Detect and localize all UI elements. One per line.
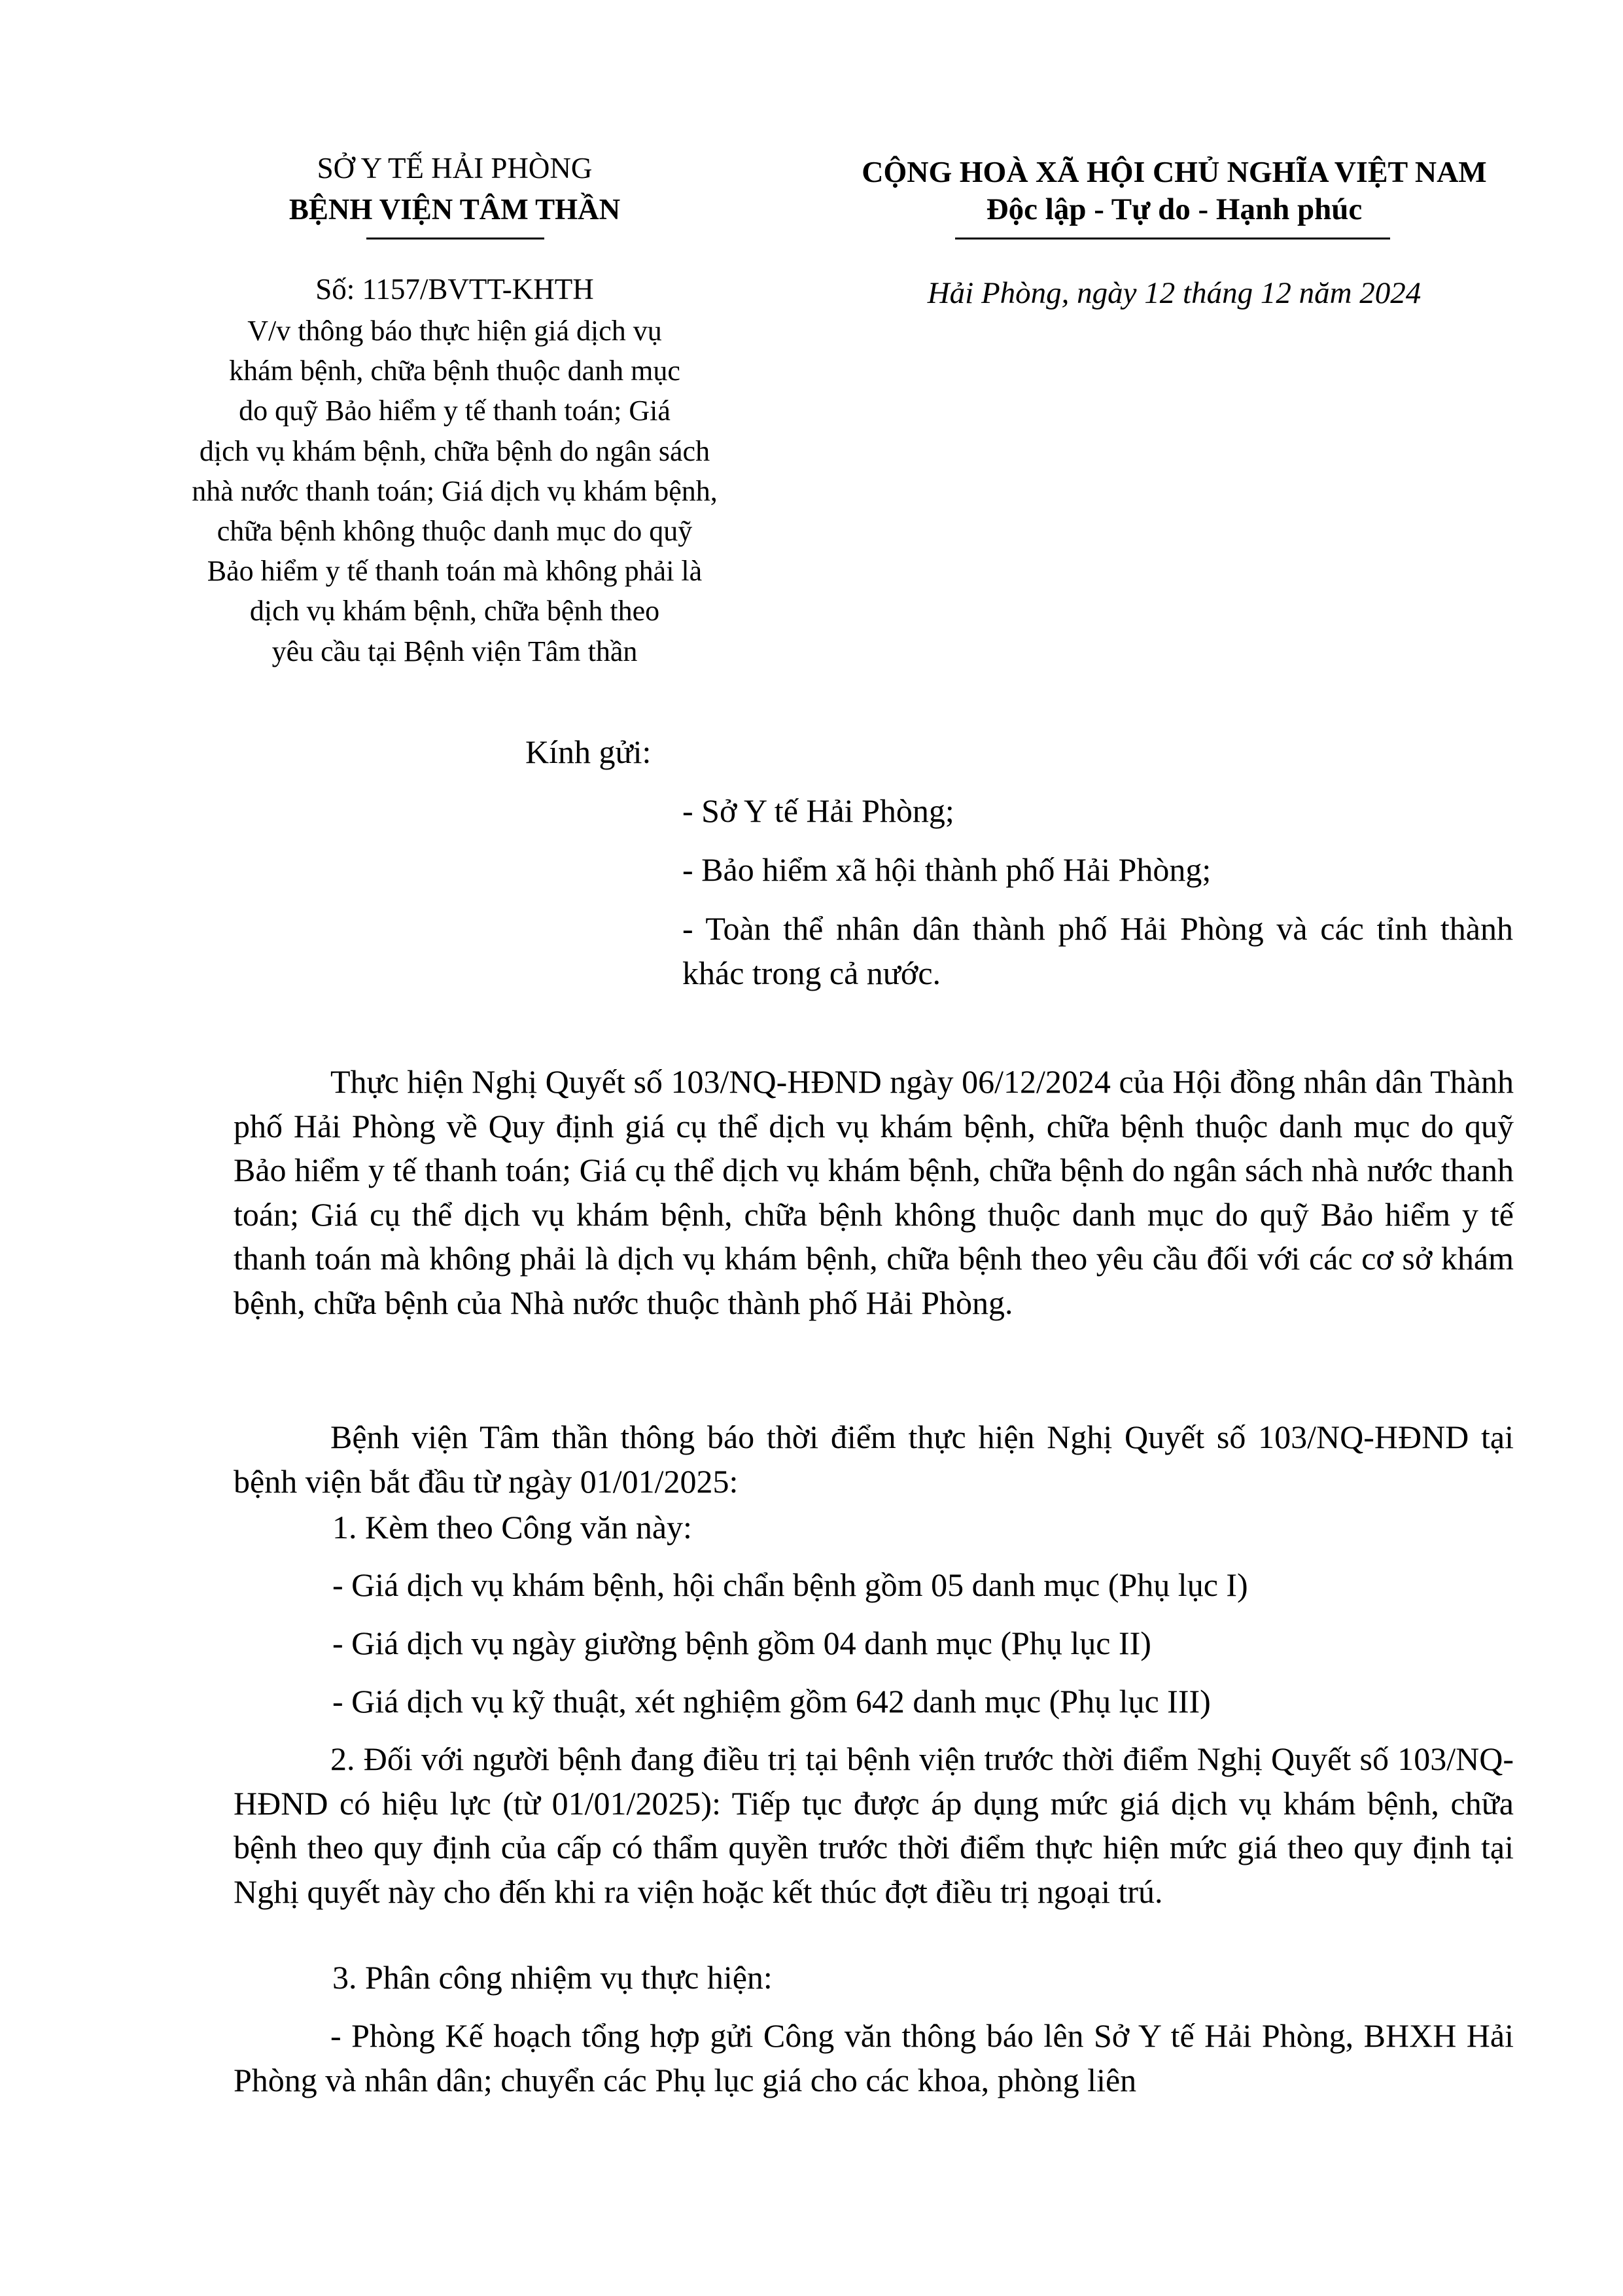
agency-underline — [366, 238, 544, 239]
recipients-label: Kính gửi: — [525, 733, 652, 770]
item-2-paragraph — [234, 1737, 1514, 1914]
place-date: Hải Phòng, ngày 12 tháng 12 năm 2024 — [927, 276, 1422, 310]
subject-line: chữa bệnh không thuộc danh mục do quỹ — [217, 515, 693, 548]
paragraph-text: Bệnh viện Tâm thần thông báo thời điểm thực hiện Nghị Quyết số 103/NQ-HĐND tại bệnh viện bắt đầu từ ngày 01/01/2025: — [234, 1419, 1514, 1500]
subject-line: dịch vụ khám bệnh, chữa bệnh theo — [249, 595, 660, 627]
motto-underline — [955, 238, 1390, 239]
document-subject — [98, 311, 811, 671]
motto: Độc lập - Tự do - Hạnh phúc — [986, 192, 1363, 226]
recipient-item: - Toàn thể nhân dân thành phố Hải Phòng và các tỉnh thành khác trong cả nước. — [682, 910, 1513, 991]
item-1-heading: 1. Kèm theo Công văn này: — [332, 1509, 692, 1545]
item-3-paragraph — [234, 2014, 1514, 2102]
item-1-bullet: - Giá dịch vụ kỹ thuật, xét nghiệm gồm 642 danh mục (Phụ lục III) — [332, 1683, 1211, 1720]
agency-parent: SỞ Y TẾ HẢI PHÒNG — [317, 152, 593, 185]
subject-line: nhà nước thanh toán; Giá dịch vụ khám bệnh, — [192, 474, 718, 507]
item-3-heading: 3. Phân công nhiệm vụ thực hiện: — [332, 1959, 773, 1996]
item-1-bullet: - Giá dịch vụ ngày giường bệnh gồm 04 danh mục (Phụ lục II) — [332, 1625, 1151, 1661]
nation-title: CỘNG HOÀ XÃ HỘI CHỦ NGHĨA VIỆT NAM — [862, 155, 1487, 188]
item-1-bullet: - Giá dịch vụ khám bệnh, hội chẩn bệnh gồm 05 danh mục (Phụ lục I) — [332, 1566, 1248, 1603]
paragraph-text: Thực hiện Nghị Quyết số 103/NQ-HĐND ngày 06/12/2024 của Hội đồng nhân dân Thành phố Hải Phòng về Quy định giá cụ thể dịch vụ khám bệnh, chữa bệnh thuộc danh mục do quỹ Bảo hiểm y tế thanh toán; Giá cụ thể dịch vụ khám bệnh, chữa bệnh do ngân sách nhà nước thanh toán; Giá cụ thể dịch vụ khám bệnh, chữa bệnh không thuộc danh mục do quỹ Bảo hiểm y tế thanh toán mà không phải là dịch vụ khám bệnh, chữa bệnh theo yêu cầu đối với các cơ sở khám bệnh, chữa bệnh của Nhà nước thuộc thành phố Hải Phòng. — [234, 1063, 1514, 1321]
document-number: Số: 1157/BVTT-KHTH — [315, 273, 594, 306]
recipient-item: - Bảo hiểm xã hội thành phố Hải Phòng; — [682, 851, 1212, 888]
subject-line: yêu cầu tại Bệnh viện Tâm thần — [271, 635, 638, 667]
subject-line: khám bệnh, chữa bệnh thuộc danh mục — [229, 355, 680, 387]
agency-name: BỆNH VIỆN TÂM THẦN — [288, 193, 621, 226]
paragraph-text: - Phòng Kế hoạch tổng hợp gửi Công văn thông báo lên Sở Y tế Hải Phòng, BHXH Hải Phòng và nhân dân; chuyển các Phụ lục giá cho các khoa, phòng liên — [234, 2017, 1514, 2098]
body-paragraph-2 — [234, 1415, 1514, 1504]
body-paragraph-1 — [234, 1060, 1514, 1326]
paragraph-text: 2. Đối với người bệnh đang điều trị tại bệnh viện trước thời điểm Nghị Quyết số 103/NQ-HĐND có hiệu lực (từ 01/01/2025): Tiếp tục được áp dụng mức giá dịch vụ khám bệnh, chữa bệnh theo quy định của cấp có thẩm quyền trước thời điểm thực hiện mức giá theo quy định tại Nghị quyết này cho đến khi ra viện hoặc kết thúc đợt điều trị ngoại trú. — [234, 1740, 1514, 1910]
subject-line: dịch vụ khám bệnh, chữa bệnh do ngân sách — [199, 434, 710, 467]
subject-line: do quỹ Bảo hiểm y tế thanh toán; Giá — [239, 395, 671, 427]
subject-line: V/v thông báo thực hiện giá dịch vụ — [247, 315, 662, 347]
subject-line: Bảo hiểm y tế thanh toán mà không phải là — [207, 555, 703, 588]
recipient-item: - Sở Y tế Hải Phòng; — [682, 792, 954, 829]
